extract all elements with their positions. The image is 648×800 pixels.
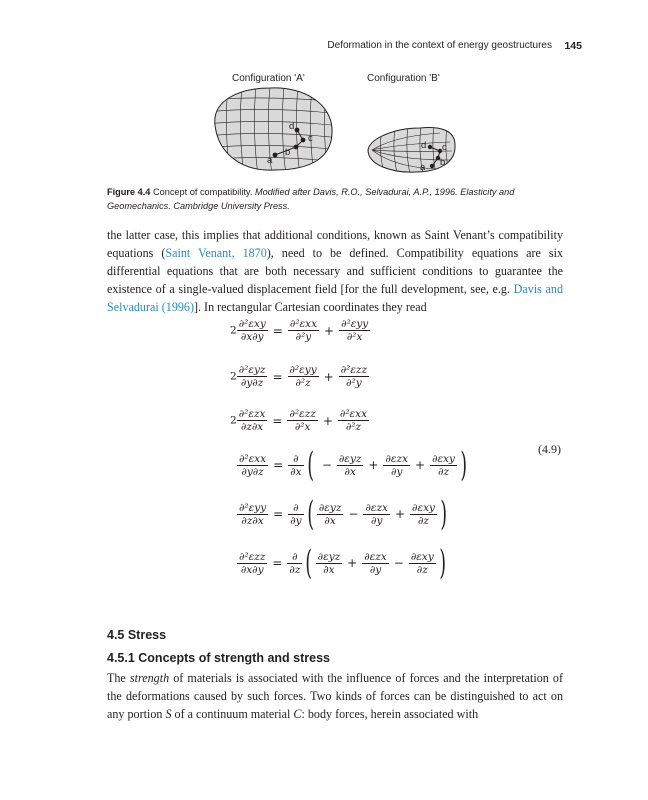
paragraph-1-text-c: ]. In rectangular Cartesian coordinates they read bbox=[193, 300, 427, 314]
eq1-plus: + bbox=[324, 323, 335, 338]
eq5-term-a-numerator: ∂εyz bbox=[318, 501, 342, 514]
eq1-coefficient: 2 bbox=[230, 324, 237, 337]
eq4-minus: − bbox=[321, 458, 332, 472]
eq4-right-paren: ) bbox=[460, 445, 467, 485]
eq6-term-c-denominator: ∂z bbox=[416, 563, 428, 576]
point-label-c-configuration-b: c bbox=[442, 142, 447, 153]
eq2-lhs bbox=[237, 364, 268, 389]
eq1-term1-denominator: ∂²y bbox=[295, 331, 312, 343]
eq5-operator-numerator: ∂ bbox=[288, 502, 303, 515]
eq3-equals: = bbox=[272, 413, 283, 428]
eq4-term-b-numerator: ∂εzx bbox=[385, 452, 408, 465]
symbol-c: C bbox=[293, 707, 302, 721]
point-label-d-configuration-b: d bbox=[421, 140, 427, 151]
eq6-lhs-denominator: ∂x∂y bbox=[240, 563, 264, 576]
eq6-term-a bbox=[316, 551, 343, 576]
eq4-operator-numerator: ∂ bbox=[288, 453, 303, 466]
citation-saint-venant[interactable]: Saint Venant, 1870 bbox=[165, 246, 267, 260]
eq6-term-b-numerator: ∂εzx bbox=[364, 550, 387, 563]
point-label-d-configuration-a: d bbox=[289, 121, 295, 132]
eq6-term-a-denominator: ∂x bbox=[323, 563, 335, 576]
eq4-lhs bbox=[237, 453, 268, 478]
symbol-s: S bbox=[165, 707, 172, 721]
eq3-coefficient: 2 bbox=[230, 414, 237, 427]
eq4-lhs-denominator: ∂y∂z bbox=[241, 465, 264, 478]
eq6-lhs-numerator: ∂²εzz bbox=[239, 550, 266, 563]
eq4-term-c bbox=[430, 453, 457, 478]
paragraph-2-text-d: : body forces, herein associated with bbox=[301, 707, 479, 721]
eq1-term2 bbox=[339, 318, 370, 343]
body-configuration-a bbox=[205, 85, 340, 175]
eq3-term2 bbox=[338, 408, 369, 433]
eq5-equals: = bbox=[273, 507, 284, 521]
eq5-term-c bbox=[410, 502, 437, 527]
eq1-lhs-numerator: ∂²εxy bbox=[238, 318, 266, 330]
running-title: Deformation in the context of energy geostructures bbox=[327, 40, 552, 51]
eq5-lhs-denominator: ∂z∂x bbox=[241, 514, 264, 527]
paragraph-1-text-b: ), need to be defined. Compatibility equations are six differential equations that are both necessary and sufficient conditions to guarantee the existence of a single-valued displacement field [for the full development, see, e.g. bbox=[107, 246, 564, 296]
eq2-term1 bbox=[288, 364, 319, 389]
eq2-term1-numerator: ∂²εyy bbox=[289, 364, 317, 376]
eq4-term-a bbox=[337, 453, 364, 478]
eq5-operator bbox=[288, 502, 303, 527]
eq6-minus: − bbox=[393, 556, 404, 570]
caption-text: Concept of compatibility. bbox=[152, 187, 253, 197]
eq6-term-c bbox=[409, 551, 436, 576]
eq3-lhs bbox=[237, 408, 268, 433]
eq2-term1-denominator: ∂²z bbox=[295, 377, 311, 389]
eq5-operator-denominator: ∂y bbox=[290, 514, 302, 527]
eq5-minus: − bbox=[348, 507, 359, 521]
paragraph-2-text-a: The bbox=[107, 671, 130, 685]
eq5-term-b-numerator: ∂εzx bbox=[365, 501, 388, 514]
eq2-plus: + bbox=[323, 369, 334, 384]
eq5-left-paren: ( bbox=[306, 494, 314, 534]
paragraph-2-text-c: of a continuum material bbox=[171, 707, 294, 721]
eq4-lhs-numerator: ∂²εxx bbox=[239, 452, 267, 465]
eq4-term-a-denominator: ∂x bbox=[344, 465, 356, 478]
point-label-b-configuration-a: b bbox=[285, 147, 291, 158]
eq6-equals: = bbox=[272, 556, 283, 570]
eq6-left-paren: ( bbox=[305, 543, 313, 583]
eq5-term-c-numerator: ∂εxy bbox=[412, 501, 435, 514]
citation-davis-selvadurai[interactable]: Davis and Selvadurai (1996) bbox=[107, 282, 563, 314]
equation-row-2 bbox=[230, 364, 369, 389]
equation-row-1 bbox=[230, 318, 370, 343]
eq4-term-b bbox=[383, 453, 410, 478]
eq2-term2 bbox=[339, 364, 369, 389]
eq2-coefficient: 2 bbox=[230, 370, 237, 383]
eq5-term-a-denominator: ∂x bbox=[324, 514, 336, 527]
body-paragraph-1 bbox=[107, 226, 563, 316]
equation-row-4 bbox=[237, 445, 470, 485]
eq2-term2-denominator: ∂²y bbox=[346, 377, 362, 389]
section-heading-4-5: 4.5 Stress bbox=[107, 628, 167, 642]
eq4-operator-denominator: ∂x bbox=[290, 465, 302, 478]
eq5-lhs-numerator: ∂²εyy bbox=[239, 501, 267, 514]
eq4-plus-1: + bbox=[368, 458, 379, 472]
eq6-operator-numerator: ∂ bbox=[287, 551, 302, 564]
eq3-lhs-numerator: ∂²εzx bbox=[238, 408, 266, 420]
eq4-plus-2: + bbox=[415, 458, 426, 472]
eq4-term-c-denominator: ∂z bbox=[438, 465, 449, 478]
eq5-term-b bbox=[363, 502, 390, 527]
configuration-b-label: Configuration 'B' bbox=[367, 73, 440, 84]
eq1-term2-denominator: ∂²x bbox=[346, 331, 363, 343]
eq6-term-c-numerator: ∂εxy bbox=[410, 550, 434, 563]
eq6-operator-denominator: ∂z bbox=[289, 563, 301, 576]
point-label-a-configuration-a: a bbox=[267, 155, 273, 166]
eq6-term-a-numerator: ∂εyz bbox=[317, 550, 341, 563]
eq6-term-b-denominator: ∂y bbox=[369, 563, 382, 576]
caption-source: Modified after Davis, R.O., Selvadurai, A.P., 1996. Elasticity and Geomechanics. Cambridge University Press. bbox=[107, 187, 515, 211]
eq4-operator bbox=[288, 453, 303, 478]
eq3-term2-numerator: ∂²εxx bbox=[339, 408, 368, 420]
eq5-term-a bbox=[317, 502, 344, 527]
eq4-equals: = bbox=[273, 458, 284, 472]
equation-row-5 bbox=[237, 494, 450, 534]
body-paragraph-2 bbox=[107, 669, 563, 723]
point-label-a-configuration-b: a bbox=[420, 162, 426, 173]
eq5-lhs bbox=[237, 502, 268, 527]
eq6-operator bbox=[287, 551, 302, 576]
equation-row-3 bbox=[230, 408, 369, 433]
eq3-lhs-denominator: ∂z∂x bbox=[240, 421, 264, 433]
page-number: 145 bbox=[564, 40, 582, 52]
eq1-lhs bbox=[237, 318, 268, 343]
term-strength: strength bbox=[129, 671, 170, 685]
eq1-lhs-denominator: ∂x∂y bbox=[240, 331, 264, 343]
configuration-a-label: Configuration 'A' bbox=[232, 73, 305, 84]
eq1-equals: = bbox=[272, 323, 283, 338]
eq4-term-a-numerator: ∂εyz bbox=[338, 452, 362, 465]
eq3-term1-numerator: ∂²εzz bbox=[289, 408, 316, 420]
eq2-term2-numerator: ∂²εzz bbox=[340, 364, 368, 376]
figure-caption bbox=[107, 186, 564, 213]
eq2-lhs-numerator: ∂²εyz bbox=[238, 364, 266, 376]
equation-row-6 bbox=[237, 543, 449, 583]
eq1-term1 bbox=[288, 318, 319, 343]
eq4-left-paren: ( bbox=[306, 445, 314, 485]
eq2-lhs-denominator: ∂y∂z bbox=[240, 377, 264, 389]
paragraph-1-text-a: the latter case, this implies that additional conditions, known as Saint Venant’s compatibility equations ( bbox=[107, 228, 563, 260]
eq6-plus: + bbox=[347, 556, 358, 570]
eq5-right-paren: ) bbox=[440, 494, 447, 534]
eq3-plus: + bbox=[322, 413, 333, 428]
eq3-term1 bbox=[287, 408, 317, 433]
eq5-term-b-denominator: ∂y bbox=[371, 514, 383, 527]
eq5-plus: + bbox=[394, 507, 406, 521]
point-label-c-configuration-a: c bbox=[308, 133, 313, 144]
eq6-right-paren: ) bbox=[439, 543, 446, 583]
point-label-b-configuration-b: b bbox=[440, 157, 446, 168]
eq6-lhs bbox=[237, 551, 267, 576]
caption-label: Figure 4.4 bbox=[107, 187, 151, 197]
eq1-term2-numerator: ∂²εyy bbox=[341, 318, 369, 330]
equation-number: (4.9) bbox=[538, 442, 561, 456]
eq4-term-b-denominator: ∂y bbox=[391, 465, 403, 478]
eq5-term-c-denominator: ∂z bbox=[418, 514, 429, 527]
eq1-term1-numerator: ∂²εxx bbox=[289, 318, 318, 330]
eq2-equals: = bbox=[272, 369, 283, 384]
eq4-term-c-numerator: ∂εxy bbox=[432, 452, 455, 465]
eq6-term-b bbox=[362, 551, 389, 576]
compatibility-figure bbox=[0, 0, 648, 190]
eq3-term2-denominator: ∂²z bbox=[345, 421, 362, 433]
eq3-term1-denominator: ∂²x bbox=[294, 421, 311, 433]
paragraph-2-text-b: of materials is associated with the influence of forces and the interpretation of the deformations caused by such forces. Two kinds of forces can be distinguished to act on any portion bbox=[107, 671, 564, 721]
section-heading-4-5-1: 4.5.1 Concepts of strength and stress bbox=[107, 651, 330, 665]
